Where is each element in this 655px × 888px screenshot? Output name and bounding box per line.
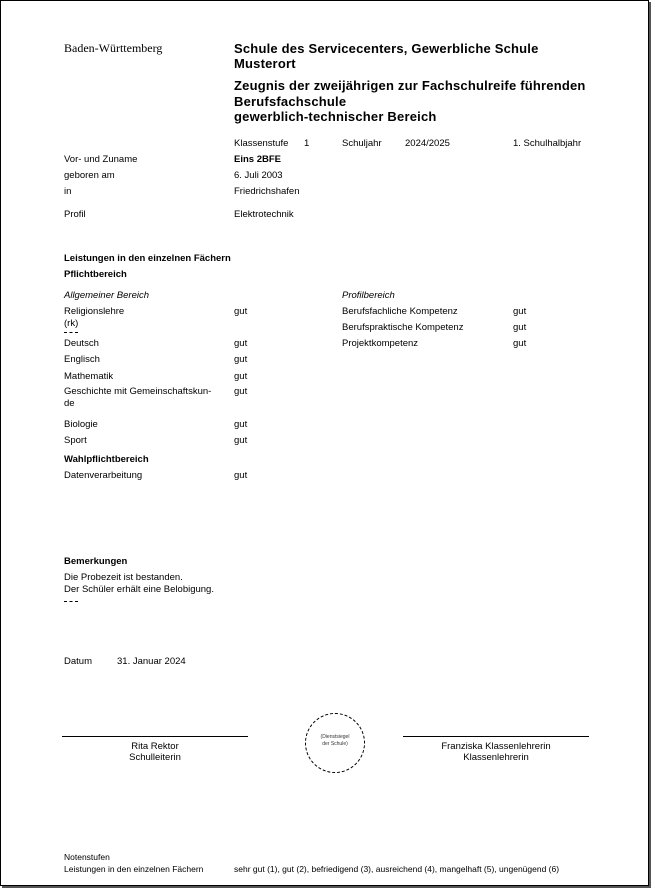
grade-history: gut (234, 386, 248, 397)
class-teacher-name: Franziska Klassenlehrerin (441, 741, 551, 752)
subject-history-line2: de (64, 398, 75, 409)
grade-professional-competence: gut (513, 306, 527, 317)
certificate-title: Zeugnis der zweijährigen zur Fachschulreife führenden (234, 78, 586, 93)
subject-practical-competence: Berufspraktische Kompetenz (342, 322, 464, 333)
subject-project-competence: Projektkompetenz (342, 338, 419, 349)
grading-scale-title: Notenstufen (64, 852, 110, 862)
birthplace-label: in (64, 186, 72, 197)
certificate-area: gewerblich-technischer Bereich (234, 109, 437, 124)
subject-english: Englisch (64, 354, 100, 365)
subject-data-processing: Datenverarbeitung (64, 470, 143, 481)
half-year: 1. Schulhalbjahr (513, 138, 582, 149)
date-value: 31. Januar 2024 (117, 656, 186, 667)
elective-area-title: Wahlpflichtbereich (64, 454, 149, 465)
general-area-title: Allgemeiner Bereich (64, 290, 150, 301)
signature-line-right (403, 736, 589, 737)
birthdate-value: 6. Juli 2003 (234, 170, 283, 181)
name-label: Vor- und Zuname (64, 154, 138, 165)
class-value: 1 (304, 138, 310, 149)
state-name: Baden-Württemberg (64, 41, 163, 55)
grade-biology: gut (234, 419, 248, 430)
filler-dash (64, 601, 78, 602)
principal-name: Rita Rektor (131, 741, 179, 752)
class-label: Klassenstufe (234, 138, 289, 149)
grading-scale-label: Leistungen in den einzelnen Fächern (64, 864, 204, 874)
subject-biology: Biologie (64, 419, 98, 430)
date-label: Datum (64, 656, 92, 667)
principal-role: Schulleiterin (129, 752, 181, 763)
grade-religion: gut (234, 306, 248, 317)
grade-english: gut (234, 354, 248, 365)
grade-math: gut (234, 371, 248, 382)
mandatory-area-title: Pflichtbereich (64, 269, 127, 280)
subject-religion-note: (rk) (64, 318, 79, 329)
grades-section-title: Leistungen in den einzelnen Fächern (64, 253, 231, 264)
grade-practical-competence: gut (513, 322, 527, 333)
grade-data-processing: gut (234, 470, 248, 481)
signature-line-left (62, 736, 248, 737)
profile-label: Profil (64, 209, 86, 220)
subject-religion: Religionslehre (64, 306, 125, 317)
class-teacher-role: Klassenlehrerin (463, 752, 529, 763)
profile-value: Elektrotechnik (234, 209, 294, 220)
subject-history: Geschichte mit Gemeinschaftskun- (64, 386, 212, 397)
remark-line-2: Der Schüler erhält eine Belobigung. (64, 584, 214, 595)
seal-line-2: der Schule) (322, 741, 348, 747)
school-year-value: 2024/2025 (405, 138, 450, 149)
school-name: Schule des Servicecenters, Gewerbliche Schule (234, 41, 539, 56)
subject-german: Deutsch (64, 338, 99, 349)
remark-line-1: Die Probezeit ist bestanden. (64, 572, 183, 583)
school-year-label: Schuljahr (342, 138, 382, 149)
filler-dash (64, 332, 78, 333)
school-location: Musterort (234, 56, 296, 71)
subject-professional-competence: Berufsfachliche Kompetenz (342, 306, 458, 317)
grading-scale-values: sehr gut (1), gut (2), befriedigend (3), ausreichend (4), mangelhaft (5), ungenügend (6) (234, 864, 560, 874)
seal-line-1: (Dienstsiegel (320, 734, 350, 740)
subject-sport: Sport (64, 435, 87, 446)
official-seal (305, 713, 365, 773)
student-name: Eins 2BFE (234, 154, 281, 165)
certificate-school-type: Berufsfachschule (234, 94, 347, 109)
birthplace-value: Friedrichshafen (234, 186, 300, 197)
subject-math: Mathematik (64, 371, 114, 382)
profile-area-title: Profilbereich (342, 290, 395, 301)
remarks-title: Bemerkungen (64, 556, 128, 567)
grade-project-competence: gut (513, 338, 527, 349)
grade-sport: gut (234, 435, 248, 446)
grade-german: gut (234, 338, 248, 349)
birthdate-label: geboren am (64, 170, 115, 181)
